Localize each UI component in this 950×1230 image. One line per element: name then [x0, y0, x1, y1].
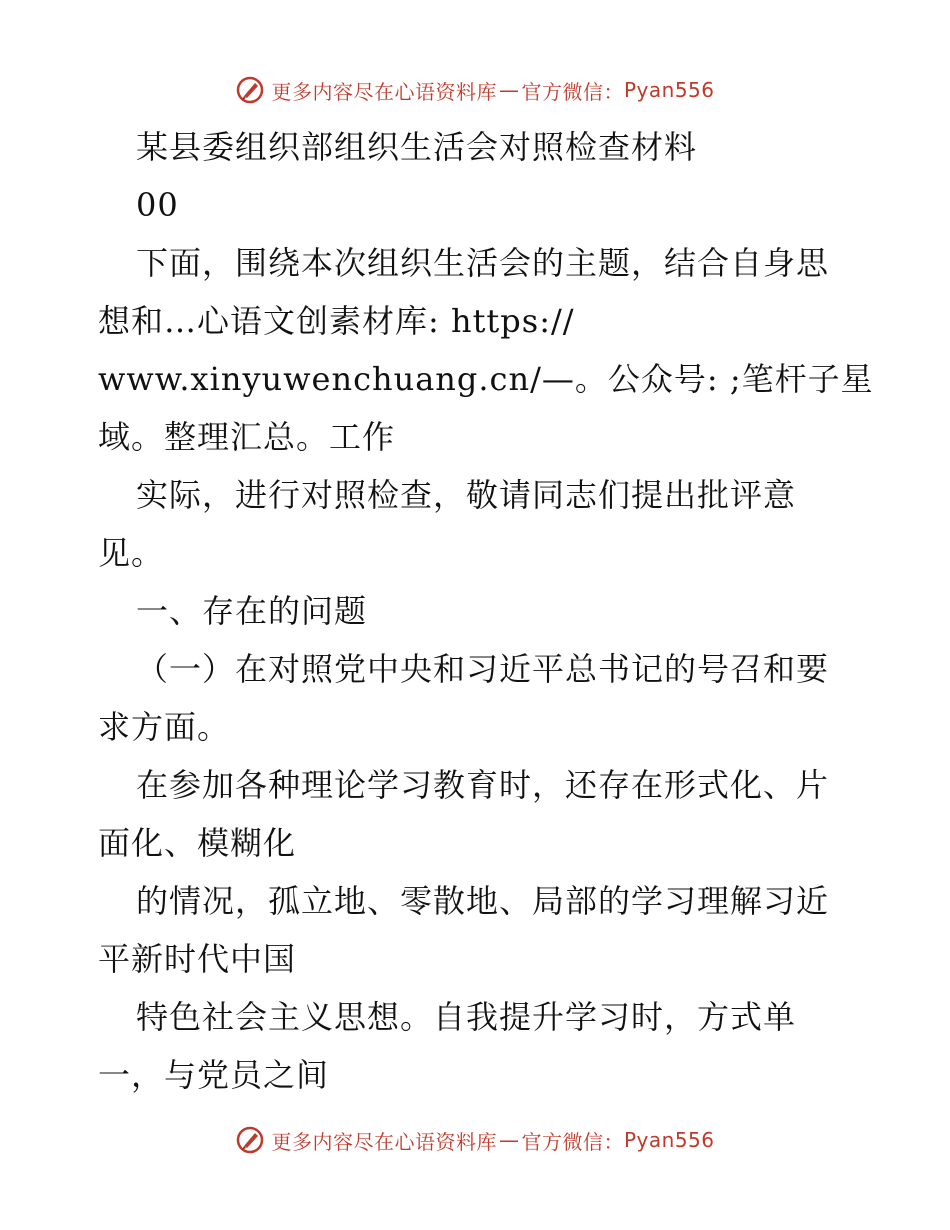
document-line: 在参加各种理论学习教育时，还存在形式化、片	[136, 766, 830, 804]
section-heading: 一、存在的问题	[136, 592, 368, 630]
document-line: 下面，围绕本次组织生活会的主题，结合自身思	[136, 244, 830, 282]
document-line: 的情况，孤立地、零散地、局部的学习理解习近	[136, 882, 830, 920]
document-line: 00	[136, 186, 179, 224]
footer-wechat-id: Pyan556	[623, 1128, 715, 1152]
document-title: 某县委组织部组织生活会对照检查材料	[136, 128, 698, 166]
footer-watermark	[0, 1120, 950, 1160]
document-line: 面化、模糊化	[98, 824, 297, 862]
footer-promo-text: 更多内容尽在心语资料库	[271, 1129, 497, 1154]
document-line: 求方面。	[98, 708, 231, 746]
header-separator: —	[498, 78, 520, 102]
document-line: 特色社会主义思想。自我提升学习时，方式单	[136, 998, 797, 1036]
header-promo-text: 更多内容尽在心语资料库	[271, 79, 497, 104]
document-line: 想和…心语文创素材库: https://	[98, 302, 575, 340]
footer-separator: —	[498, 1128, 520, 1152]
document-line: 实际，进行对照检查，敬请同志们提出批评意	[136, 476, 797, 514]
document-body	[98, 118, 874, 1104]
document-line: 一，与党员之间	[98, 1056, 330, 1094]
brush-logo-icon	[235, 75, 265, 105]
header-watermark	[0, 70, 950, 110]
header-wechat-label: 官方微信：	[521, 79, 624, 104]
header-wechat-id: Pyan556	[623, 78, 715, 102]
footer-wechat-label: 官方微信：	[521, 1129, 624, 1154]
document-line: www.xinyuwenchuang.cn/—。公众号: ;笔杆子星	[98, 360, 874, 398]
document-line: 域。整理汇总。工作	[98, 418, 396, 456]
brush-logo-icon	[235, 1125, 265, 1155]
subsection-heading: （一）在对照党中央和习近平总书记的号召和要	[136, 650, 830, 688]
document-line: 平新时代中国	[98, 940, 297, 978]
document-line: 见。	[98, 534, 165, 572]
